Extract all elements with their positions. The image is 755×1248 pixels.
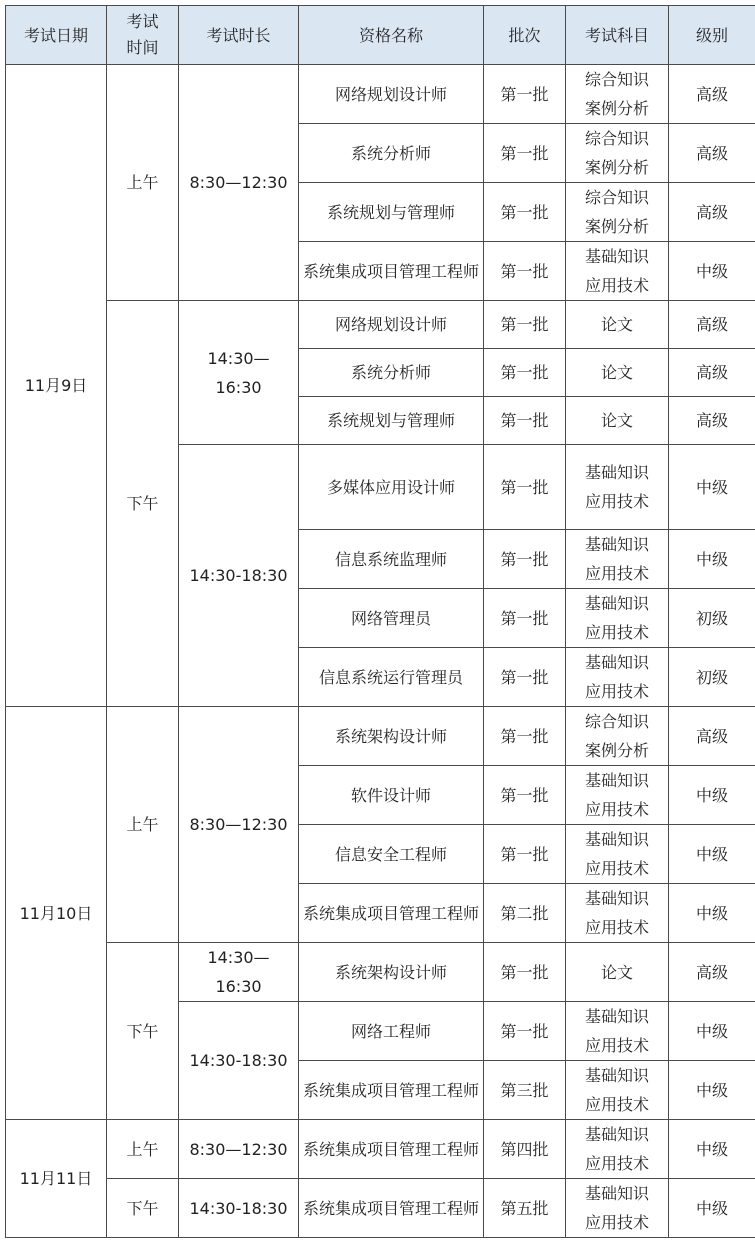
- table-row: [6, 65, 755, 124]
- subject-cell: [566, 1061, 669, 1120]
- subject-cell: [566, 445, 669, 530]
- subject-line: 应用技术: [570, 795, 664, 824]
- batch-cell: 第一批: [484, 349, 566, 397]
- level-cell: 中级: [669, 825, 755, 884]
- batch-cell: 第二批: [484, 884, 566, 943]
- subject-line: 综合知识: [570, 124, 664, 153]
- subject-cell: [566, 1002, 669, 1061]
- qualification-cell: 信息系统监理师: [299, 530, 484, 589]
- qualification-cell: 软件设计师: [299, 766, 484, 825]
- date-cell: 11月9日: [6, 65, 107, 707]
- subject-line: 综合知识: [570, 183, 664, 212]
- batch-cell: 第一批: [484, 648, 566, 707]
- duration-cell: 8:30—12:30: [179, 65, 299, 301]
- subject-line: 案例分析: [570, 153, 664, 182]
- qualification-cell: 系统架构设计师: [299, 707, 484, 766]
- level-cell: 高级: [669, 124, 755, 183]
- level-cell: 中级: [669, 884, 755, 943]
- subject-line: 应用技术: [570, 487, 664, 516]
- batch-cell: 第一批: [484, 397, 566, 445]
- subject-cell: 论文: [566, 943, 669, 1002]
- table-row: [6, 1120, 755, 1179]
- qualification-cell: 系统架构设计师: [299, 943, 484, 1002]
- date-cell: 11月10日: [6, 707, 107, 1120]
- level-cell: 中级: [669, 1061, 755, 1120]
- level-cell: 高级: [669, 707, 755, 766]
- subject-cell: [566, 242, 669, 301]
- subject-line: 基础知识: [570, 1061, 664, 1090]
- session-cell: 上午: [107, 1120, 179, 1179]
- level-cell: 高级: [669, 65, 755, 124]
- subject-line: 基础知识: [570, 648, 664, 677]
- level-cell: 中级: [669, 1120, 755, 1179]
- table-row: [6, 943, 755, 1002]
- subject-cell: [566, 648, 669, 707]
- subject-line: 应用技术: [570, 559, 664, 588]
- subject-line: 基础知识: [570, 530, 664, 559]
- batch-cell: 第一批: [484, 242, 566, 301]
- level-cell: 高级: [669, 183, 755, 242]
- batch-cell: 第一批: [484, 65, 566, 124]
- qualification-cell: 系统规划与管理师: [299, 397, 484, 445]
- session-cell: 上午: [107, 707, 179, 943]
- qualification-cell: 网络管理员: [299, 589, 484, 648]
- subject-line: 基础知识: [570, 766, 664, 795]
- level-cell: 中级: [669, 1179, 755, 1238]
- batch-cell: 第一批: [484, 825, 566, 884]
- subject-cell: 论文: [566, 349, 669, 397]
- duration-cell: 14:30-18:30: [179, 445, 299, 707]
- batch-cell: 第一批: [484, 943, 566, 1002]
- batch-cell: 第三批: [484, 1061, 566, 1120]
- level-cell: 中级: [669, 530, 755, 589]
- batch-cell: 第一批: [484, 124, 566, 183]
- header-row: [6, 6, 755, 65]
- qualification-cell: 系统分析师: [299, 124, 484, 183]
- header-level: 级别: [669, 6, 755, 65]
- qualification-cell: 系统分析师: [299, 349, 484, 397]
- qualification-cell: 系统集成项目管理工程师: [299, 884, 484, 943]
- qualification-cell: 系统集成项目管理工程师: [299, 1061, 484, 1120]
- subject-line: 基础知识: [570, 589, 664, 618]
- subject-line: 案例分析: [570, 736, 664, 765]
- batch-cell: 第五批: [484, 1179, 566, 1238]
- subject-line: 应用技术: [570, 1031, 664, 1060]
- level-cell: 中级: [669, 1002, 755, 1061]
- subject-line: 应用技术: [570, 1208, 664, 1237]
- level-cell: 中级: [669, 445, 755, 530]
- qualification-cell: 系统集成项目管理工程师: [299, 242, 484, 301]
- duration-text: 14:30—16:30: [205, 344, 272, 402]
- table-row: [6, 301, 755, 349]
- subject-line: 应用技术: [570, 913, 664, 942]
- header-exam-time: [107, 6, 179, 65]
- batch-cell: 第一批: [484, 589, 566, 648]
- subject-cell: [566, 1120, 669, 1179]
- subject-cell: [566, 124, 669, 183]
- subject-cell: [566, 1179, 669, 1238]
- level-cell: 高级: [669, 397, 755, 445]
- subject-line: 基础知识: [570, 1179, 664, 1208]
- duration-cell: 8:30—12:30: [179, 1120, 299, 1179]
- subject-line: 基础知识: [570, 1002, 664, 1031]
- header-duration: 考试时长: [179, 6, 299, 65]
- subject-line: 综合知识: [570, 65, 664, 94]
- duration-cell: 14:30-18:30: [179, 1002, 299, 1120]
- session-cell: 上午: [107, 65, 179, 301]
- qualification-cell: 系统集成项目管理工程师: [299, 1179, 484, 1238]
- level-cell: 中级: [669, 766, 755, 825]
- batch-cell: 第四批: [484, 1120, 566, 1179]
- subject-cell: [566, 589, 669, 648]
- table-row: [6, 707, 755, 766]
- subject-line: 应用技术: [570, 677, 664, 706]
- level-cell: 高级: [669, 349, 755, 397]
- subject-cell: [566, 65, 669, 124]
- batch-cell: 第一批: [484, 766, 566, 825]
- header-exam-date: 考试日期: [6, 6, 107, 65]
- level-cell: 高级: [669, 943, 755, 1002]
- subject-cell: 论文: [566, 301, 669, 349]
- subject-line: 应用技术: [570, 854, 664, 883]
- batch-cell: 第一批: [484, 707, 566, 766]
- subject-line: 应用技术: [570, 271, 664, 300]
- subject-cell: [566, 530, 669, 589]
- subject-cell: [566, 825, 669, 884]
- qualification-cell: 网络规划设计师: [299, 65, 484, 124]
- subject-line: 基础知识: [570, 458, 664, 487]
- qualification-cell: 系统集成项目管理工程师: [299, 1120, 484, 1179]
- subject-line: 应用技术: [570, 618, 664, 647]
- exam-schedule-table: [5, 5, 755, 1238]
- qualification-cell: 信息安全工程师: [299, 825, 484, 884]
- qualification-cell: 系统规划与管理师: [299, 183, 484, 242]
- subject-cell: [566, 707, 669, 766]
- duration-text: 14:30—16:30: [205, 943, 272, 1001]
- subject-line: 案例分析: [570, 94, 664, 123]
- subject-cell: [566, 884, 669, 943]
- level-cell: 高级: [669, 301, 755, 349]
- session-cell: 下午: [107, 1179, 179, 1238]
- batch-cell: 第一批: [484, 530, 566, 589]
- header-qualification: 资格名称: [299, 6, 484, 65]
- header-batch: 批次: [484, 6, 566, 65]
- subject-line: 基础知识: [570, 884, 664, 913]
- duration-cell: 14:30-18:30: [179, 1179, 299, 1238]
- qualification-cell: 信息系统运行管理员: [299, 648, 484, 707]
- batch-cell: 第一批: [484, 1002, 566, 1061]
- duration-cell: [179, 301, 299, 445]
- batch-cell: 第一批: [484, 445, 566, 530]
- level-cell: 初级: [669, 589, 755, 648]
- table-row: [6, 1179, 755, 1238]
- subject-line: 应用技术: [570, 1149, 664, 1178]
- subject-cell: [566, 766, 669, 825]
- batch-cell: 第一批: [484, 301, 566, 349]
- header-exam-time-text: 考试时间: [127, 9, 159, 61]
- session-cell: 下午: [107, 943, 179, 1120]
- subject-line: 基础知识: [570, 1120, 664, 1149]
- subject-line: 案例分析: [570, 212, 664, 241]
- subject-line: 应用技术: [570, 1090, 664, 1119]
- session-cell: 下午: [107, 301, 179, 707]
- duration-cell: [179, 943, 299, 1002]
- level-cell: 初级: [669, 648, 755, 707]
- qualification-cell: 多媒体应用设计师: [299, 445, 484, 530]
- subject-line: 基础知识: [570, 825, 664, 854]
- subject-cell: [566, 183, 669, 242]
- date-cell: 11月11日: [6, 1120, 107, 1238]
- subject-line: 基础知识: [570, 242, 664, 271]
- subject-cell: 论文: [566, 397, 669, 445]
- header-subject: 考试科目: [566, 6, 669, 65]
- batch-cell: 第一批: [484, 183, 566, 242]
- qualification-cell: 网络工程师: [299, 1002, 484, 1061]
- duration-cell: 8:30—12:30: [179, 707, 299, 943]
- subject-line: 综合知识: [570, 707, 664, 736]
- level-cell: 中级: [669, 242, 755, 301]
- qualification-cell: 网络规划设计师: [299, 301, 484, 349]
